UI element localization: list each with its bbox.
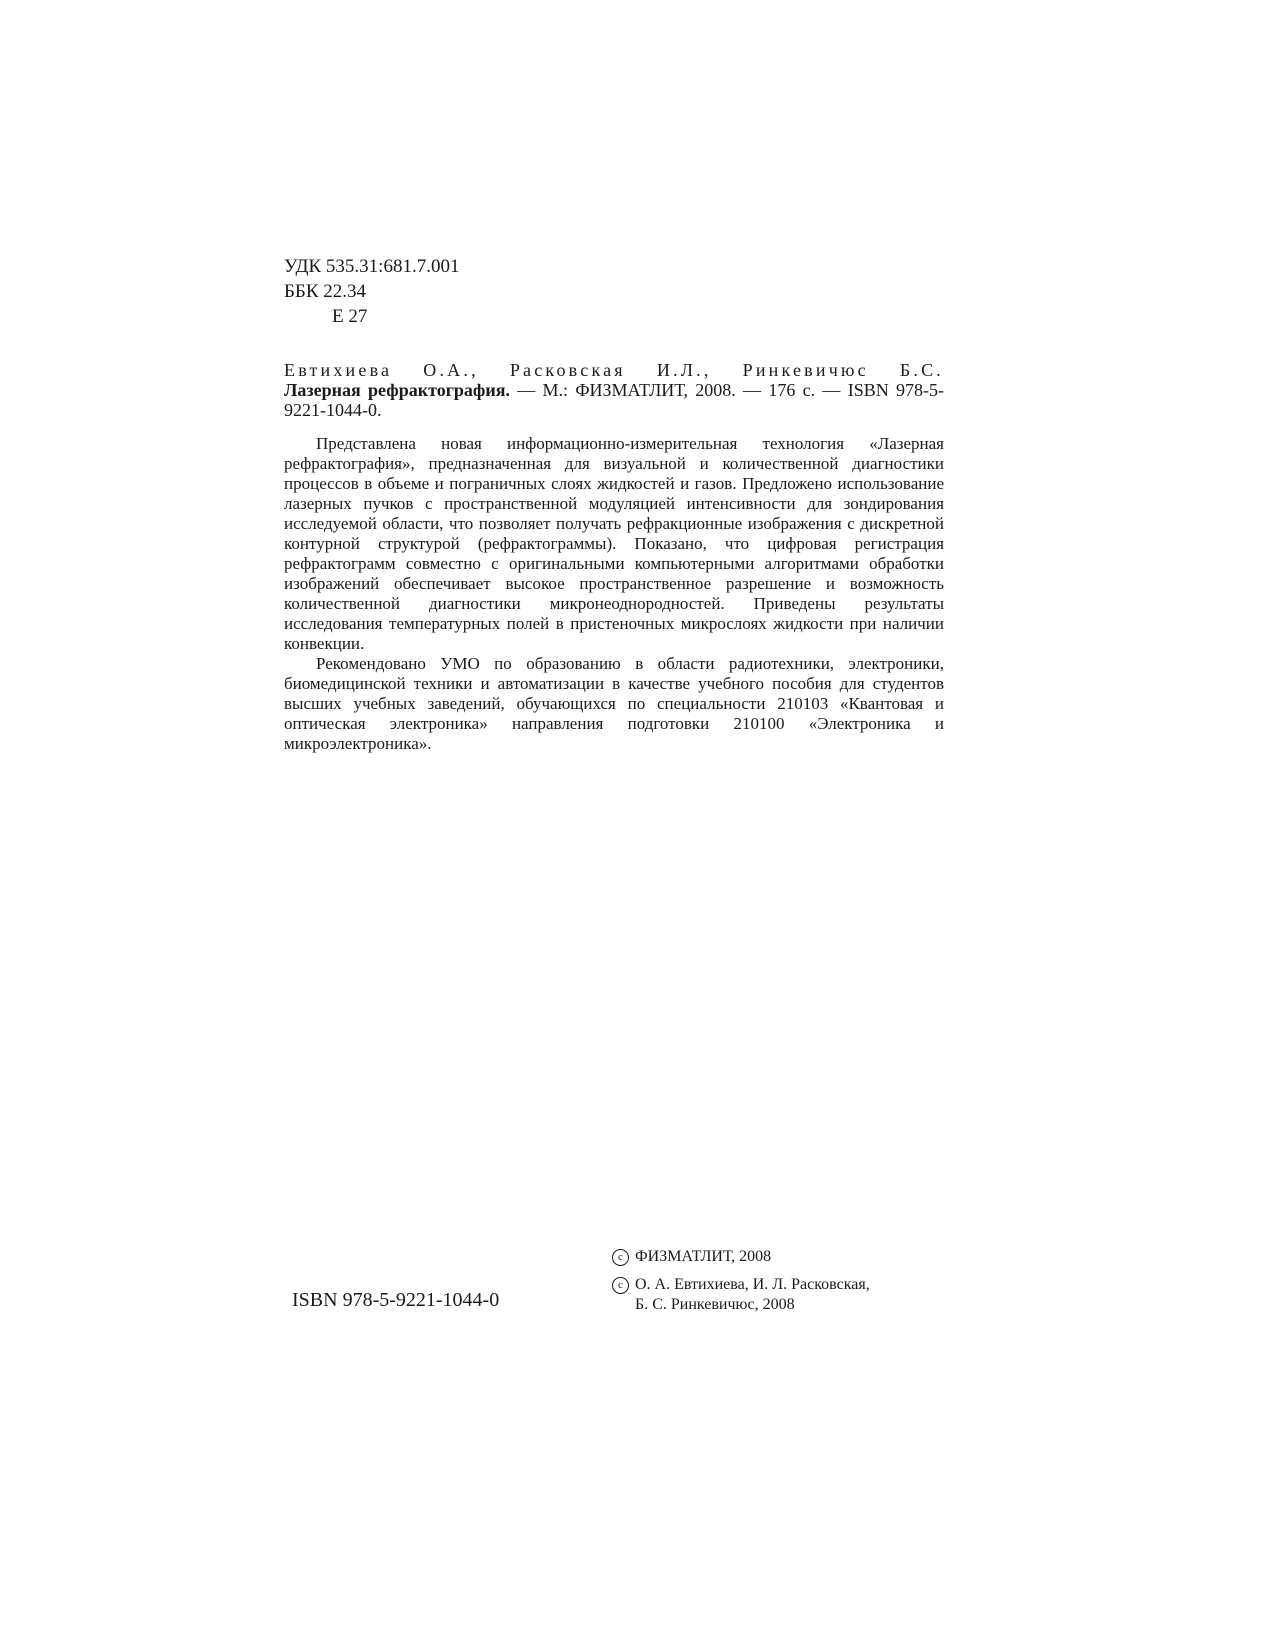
- copyright-authors-line-1: О. А. Евтихиева, И. Л. Расковская,: [635, 1276, 870, 1293]
- author-mark: Е 27: [332, 306, 368, 327]
- copyright-block: [612, 1247, 870, 1315]
- copyright-authors-line-2: Б. С. Ринкевичюс, 2008: [635, 1296, 795, 1313]
- isbn: ISBN 978-5-9221-1044-0: [292, 1289, 500, 1311]
- copyright-icon: c: [612, 1249, 629, 1266]
- copyright-publisher-text: ФИЗМАТЛИТ, 2008: [635, 1248, 772, 1265]
- authors-line: Евтихиева О.А., Расковская И.Л., Ринкевичюс Б.С.: [284, 360, 944, 380]
- udk-code: УДК 535.31:681.7.001: [284, 256, 460, 277]
- copyright-icon: c: [612, 1277, 629, 1294]
- copyright-authors: [612, 1275, 870, 1315]
- recommendation-paragraph: Рекомендовано УМО по образованию в области радиотехники, электроники, биомедицинской техники и автоматизации в качестве учебного пособия для студентов высших учебных заведений, обучающихся по специальности 210103 «Квантовая и оптическая электроника» направления подготовки 210100 «Электроника и микроэлектроника».: [284, 654, 944, 753]
- abstract: [284, 434, 944, 754]
- bibliographic-record: [284, 360, 944, 420]
- bbk-code: ББК 22.34: [284, 281, 366, 302]
- imprint: — М.: ФИЗМАТЛИТ, 2008. — 176 с. — ISBN 978-5-9221-1044-0.: [284, 380, 944, 420]
- book-title: Лазерная рефрактография.: [284, 380, 510, 400]
- classification-block: [284, 254, 459, 329]
- copyright-publisher: [612, 1247, 870, 1267]
- title-imprint: [284, 380, 944, 420]
- abstract-paragraph: Представлена новая информационно-измерительная технология «Лазерная рефрактография», предназначенная для визуальной и количественной диагностики процессов в объеме и пограничных слоях жидкостей и газов. Предложено использование лазерных пучков с пространственной модуляцией интенсивности для зондирования исследуемой области, что позволяет получать рефракционные изображения с дискретной контурной структурой (рефрактограммы). Показано, что цифровая регистрация рефрактограмм совместно с оригинальными компьютерными алгоритмами обработки изображений обеспечивает высокое пространственное разрешение и возможность количественной диагностики микронеоднородностей. Приведены результаты исследования температурных полей в пристеночных микрослоях жидкости при наличии конвекции.: [284, 434, 944, 653]
